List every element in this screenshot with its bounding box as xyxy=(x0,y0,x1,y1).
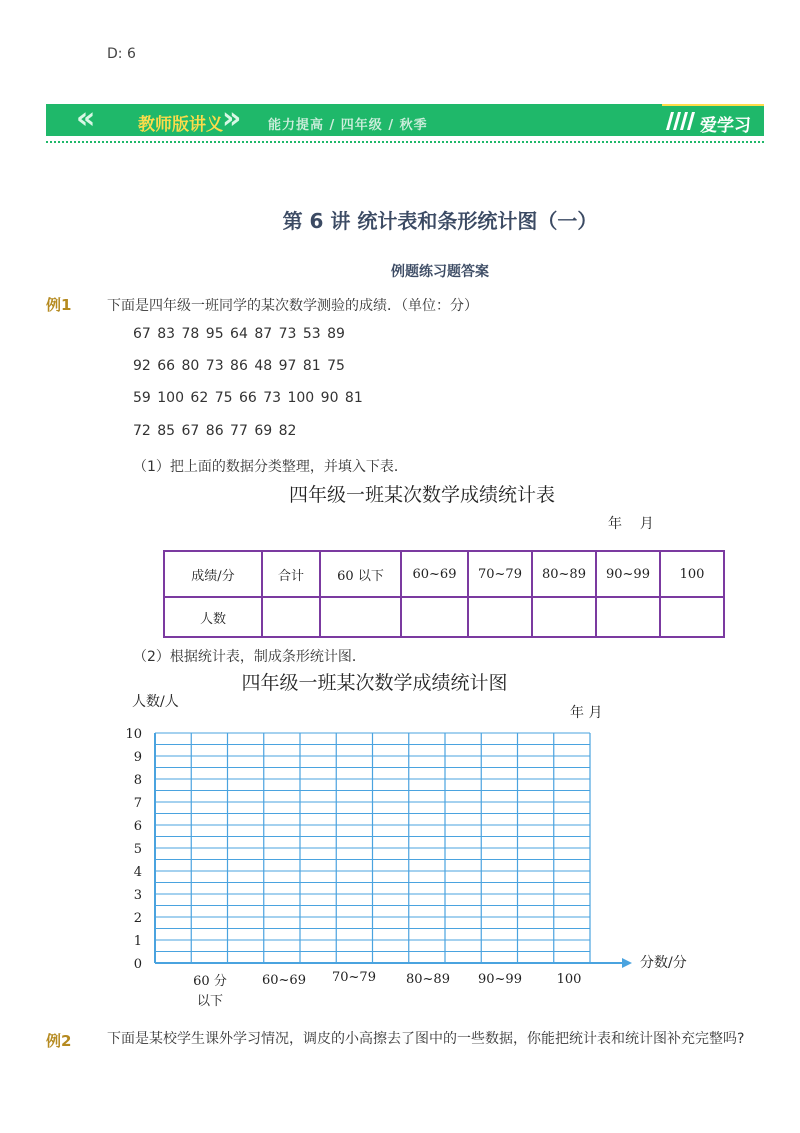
bar-chart xyxy=(0,680,800,1020)
y-tick-label: 0 xyxy=(133,957,142,972)
brand-name: 爱学习 xyxy=(700,116,751,136)
x-tick-label: 60~69 xyxy=(262,973,306,988)
x-tick-label: 100 xyxy=(556,972,582,987)
y-tick-label: 4 xyxy=(133,865,142,880)
data-line-3: 59 100 62 75 66 73 100 90 81 xyxy=(133,390,363,406)
table-header-cell: 成绩/分 xyxy=(164,551,262,597)
table-blank-cell xyxy=(262,597,320,637)
x-tick-label: 80~89 xyxy=(406,972,450,987)
data-line-2: 92 66 80 73 86 48 97 81 75 xyxy=(133,358,345,374)
y-tick-label: 1 xyxy=(133,934,142,949)
y-tick-label: 7 xyxy=(133,796,142,811)
table-header-cell: 70~79 xyxy=(468,551,532,597)
chart-title: 四年级一班某次数学成绩统计图 xyxy=(241,672,508,694)
banner-divider xyxy=(46,141,764,143)
table-blank-cell xyxy=(660,597,724,637)
table-title: 四年级一班某次数学成绩统计表 xyxy=(288,484,555,506)
table-header-cell: 80~89 xyxy=(532,551,596,597)
x-axis-arrow-icon xyxy=(622,958,632,968)
table-blank-cell xyxy=(596,597,660,637)
table-header-cell: 90~99 xyxy=(596,551,660,597)
x-tick-label: 90~99 xyxy=(478,972,522,987)
chevron-right-icon: » xyxy=(222,104,242,136)
data-line-1: 67 83 78 95 64 87 73 53 89 xyxy=(133,326,345,342)
table-header-cell: 60 以下 xyxy=(320,551,401,597)
y-tick-label: 3 xyxy=(133,888,142,903)
data-line-4: 72 85 67 86 77 69 82 xyxy=(133,423,297,439)
chevron-left-icon: « xyxy=(76,104,96,136)
y-tick-label: 5 xyxy=(133,842,142,857)
header-banner xyxy=(46,104,764,136)
x-axis-label: 分数/分 xyxy=(640,955,687,971)
example2-prompt: 下面是某校学生课外学习情况，调皮的小高擦去了图中的一些数据，你能把统计表和统计图补充完整吗? xyxy=(107,1031,745,1047)
table-row-label: 人数 xyxy=(164,597,262,637)
y-tick-label: 9 xyxy=(133,750,142,765)
score-statistics-table xyxy=(163,550,725,638)
previous-answer-option: D: 6 xyxy=(107,46,136,62)
edition-label: 教师版讲义 xyxy=(138,115,223,135)
table-blank-cell xyxy=(320,597,401,637)
section-title: 例题练习题答案 xyxy=(391,264,489,280)
y-axis-label: 人数/人 xyxy=(132,694,179,710)
x-tick-label: 60 分 xyxy=(193,974,227,989)
course-path: 能力提高 / 四年级 / 秋季 xyxy=(268,118,428,133)
table-date: 年 月 xyxy=(608,516,654,532)
example1-prompt: 下面是四年级一班同学的某次数学测验的成绩．（单位：分） xyxy=(107,298,478,314)
x-tick-label: 70~79 xyxy=(332,970,376,985)
chart-date: 年 月 xyxy=(570,705,603,721)
question-1: （1）把上面的数据分类整理，并填入下表． xyxy=(133,459,408,475)
table-count-row xyxy=(164,597,724,637)
y-tick-label: 10 xyxy=(125,727,142,742)
x-tick-label: 以下 xyxy=(196,994,224,1009)
example2-label: 例2 xyxy=(46,1032,72,1050)
lecture-title: 第 6 讲 统计表和条形统计图（一） xyxy=(282,209,598,233)
table-blank-cell xyxy=(401,597,468,637)
y-tick-label: 2 xyxy=(133,911,142,926)
y-tick-label: 8 xyxy=(133,773,142,788)
question-2: （2）根据统计表，制成条形统计图． xyxy=(133,649,366,665)
table-header-cell: 合计 xyxy=(262,551,320,597)
example1-label: 例1 xyxy=(46,296,72,314)
y-tick-label: 6 xyxy=(133,819,142,834)
table-header-cell: 100 xyxy=(660,551,724,597)
table-header-row xyxy=(164,551,724,597)
table-blank-cell xyxy=(468,597,532,637)
table-header-cell: 60~69 xyxy=(401,551,468,597)
table-blank-cell xyxy=(532,597,596,637)
